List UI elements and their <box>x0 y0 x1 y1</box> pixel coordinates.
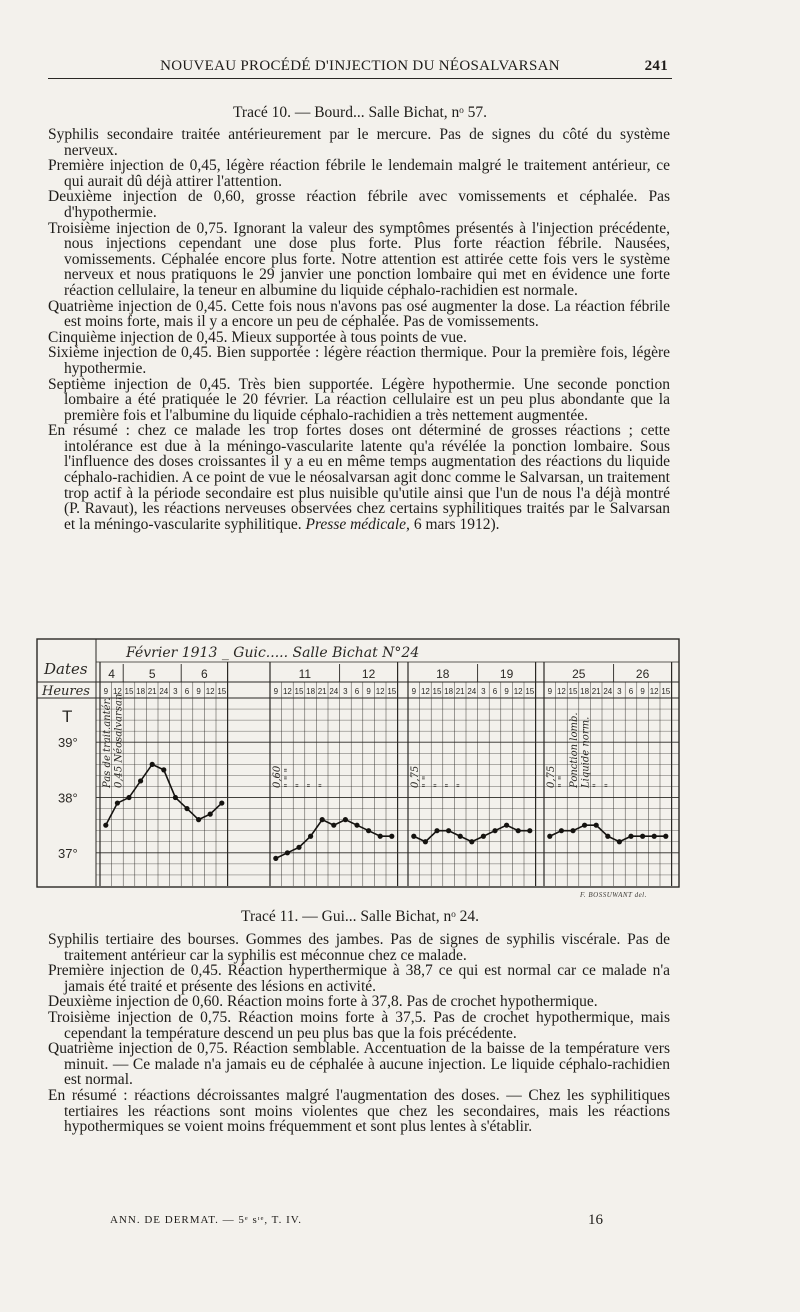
injection-annotation: Ponction lomb. <box>569 712 580 788</box>
hour-label: 6 <box>184 687 190 696</box>
paragraph: Première injection de 0,45, légère réaction fébrile le lendemain malgré le traitement antérieur, ce qui aurait dû déjà attirer l'attention. <box>48 157 670 190</box>
date-label: 11 <box>298 667 312 681</box>
temperature-unit-label: T <box>62 707 73 726</box>
chart-credit: F. BOSSUWANT del. <box>580 891 647 899</box>
trace11-body <box>48 932 670 1135</box>
injection-annotation: " <box>592 783 604 788</box>
temperature-point <box>434 828 439 833</box>
hour-label: 9 <box>411 687 417 696</box>
paragraph: Quatrième injection de 0,45. Cette fois nous n'avons pas osé augmenter la dose. La réaction fébrile est moins forte, mais il y a encore un peu de céphalée. Pas de vomissements. <box>48 297 670 331</box>
injection-annotation: " <box>444 783 456 788</box>
hour-label: 21 <box>317 687 327 696</box>
temperature-point <box>516 828 521 833</box>
paragraph: Troisième injection de 0,75. Ignorant la valeur des symptômes présentés à l'injection précédente, nous injections cependant une dose plus forte. Plus forte réaction fébrile. Nausées, vomissements. Céphalée encore plus forte. Notre attention est attirée cette fois vers le système nerveux et nous pratiquons le 29 janvier une ponction lombaire qui met en évidence une forte réaction cellulaire, la teneur en albumine du liquide céphalo-rachidien est normale. <box>48 219 670 299</box>
running-header <box>48 56 672 79</box>
injection-annotation: " <box>456 783 468 788</box>
journal-reference: ANN. DE DERMAT. — 5ᵉ sᶦᵉ, T. IV. <box>110 1214 303 1226</box>
temperature-point <box>308 834 313 839</box>
temperature-point <box>481 834 486 839</box>
hour-label: 6 <box>354 687 360 696</box>
hour-label: 24 <box>329 687 339 696</box>
dates-label: Dates <box>44 660 88 678</box>
temperature-point <box>469 839 474 844</box>
hour-label: 15 <box>661 687 671 696</box>
date-label: 19 <box>499 667 514 681</box>
y-tick-label: 37° <box>58 845 78 861</box>
hour-label: 21 <box>147 687 157 696</box>
injection-annotation: " <box>603 783 615 788</box>
paragraph: Syphilis tertiaire des bourses. Gommes des jambes. Pas de signes de syphilis viscérale. Pas de traitement antérieur car la syphilis est méconnue chez ce malade. <box>48 931 670 964</box>
temperature-point <box>184 806 189 811</box>
date-label: 5 <box>148 667 156 681</box>
temperature-point <box>605 834 610 839</box>
hour-label: 3 <box>343 687 348 696</box>
paragraph: Troisième injection de 0,75. Réaction moins forte à 37,5. Pas de crochet hypothermique, mais cependant la température descend un peu plus bas que la fois précédente. <box>48 1008 670 1042</box>
temperature-point <box>559 828 564 833</box>
paragraph: Cinquième injection de 0,45. Mieux supportée à tous points de vue. <box>48 328 467 346</box>
temperature-point <box>570 828 575 833</box>
temperature-point <box>219 800 224 805</box>
hour-label: 9 <box>547 687 553 696</box>
temperature-point <box>492 828 497 833</box>
paragraph: Première injection de 0,45. Réaction hyperthermique à 38,7 ce qui est normal car ce malade n'a jamais été traité et présente des lésions en activité. <box>48 962 670 995</box>
paragraph: Deuxième injection de 0,60. Réaction moins forte à 37,8. Pas de crochet hypothermique. <box>48 993 598 1011</box>
hour-label: 12 <box>112 687 122 696</box>
hour-label: 3 <box>617 687 622 696</box>
hour-label: 12 <box>282 687 292 696</box>
citation-date: 6 mars 1912). <box>413 515 500 533</box>
injection-annotation: " <box>318 783 330 788</box>
date-label: 4 <box>108 667 115 681</box>
temperature-point <box>150 762 155 767</box>
hour-label: 21 <box>591 687 601 696</box>
temperature-point <box>115 800 120 805</box>
temperature-point <box>617 839 622 844</box>
y-tick-label: 38° <box>58 790 78 806</box>
y-tick-label: 39° <box>58 735 78 751</box>
date-label: 25 <box>572 667 586 681</box>
hour-label: 15 <box>432 687 442 696</box>
paragraph-summary <box>48 423 670 532</box>
hour-label: 6 <box>492 687 498 696</box>
temperature-point <box>594 823 599 828</box>
hour-label: 15 <box>525 687 535 696</box>
injection-annotation: " <box>295 783 306 788</box>
injection-annotation: 0,60 <box>271 765 283 788</box>
hour-label: 12 <box>649 687 659 696</box>
hour-label: 12 <box>420 687 430 696</box>
hour-label: 12 <box>205 687 215 696</box>
paragraph: Sixième injection de 0,45. Bien supportée : légère réaction thermique. Pour la première fois, légère hypothermie. <box>48 344 670 377</box>
temperature-point <box>366 828 371 833</box>
date-label: 12 <box>361 667 376 681</box>
hour-label: 6 <box>628 687 634 696</box>
injection-annotation: " <box>306 783 318 788</box>
injection-annotation: " " <box>421 775 433 788</box>
temperature-point <box>331 823 336 828</box>
hour-label: 15 <box>124 687 134 696</box>
hour-label: 12 <box>556 687 566 696</box>
hour-label: 9 <box>196 687 201 696</box>
hour-label: 3 <box>481 687 486 696</box>
temperature-point <box>343 817 348 822</box>
temperature-point <box>640 834 645 839</box>
injection-annotation: 0,45 Néosalvarsan <box>113 693 125 788</box>
temperature-chart <box>36 638 680 890</box>
temperature-point <box>504 823 509 828</box>
hour-label: 18 <box>136 687 146 696</box>
injection-annotation: " " <box>557 775 569 788</box>
temperature-point <box>378 834 383 839</box>
hour-label: 9 <box>366 687 371 696</box>
temperature-point <box>628 834 633 839</box>
paragraph: Septième injection de 0,45. Très bien supportée. Légère hypothermie. Une seconde ponction lombaire a été pratiquée le 20 février. La réaction cellulaire est un peu plus abondante que la première fois et l'albumine du liquide céphalo-rachidien a très nettement augmentée. <box>48 375 670 424</box>
hour-label: 15 <box>568 687 578 696</box>
injection-annotation: 0,75 <box>545 765 557 788</box>
paragraph: Syphilis secondaire traitée antérieurement par le mercure. Pas de signes du côté du système nerveux. <box>48 126 670 159</box>
temperature-point <box>663 834 668 839</box>
temperature-point <box>423 839 428 844</box>
hours-label: Heures <box>42 684 90 699</box>
temperature-point <box>411 834 416 839</box>
temperature-chart-svg <box>36 638 680 890</box>
temperature-point <box>208 812 213 817</box>
date-label: 6 <box>201 667 208 681</box>
page-number: 241 <box>644 58 668 74</box>
trace10-body <box>48 127 670 532</box>
running-title: NOUVEAU PROCÉDÉ D'INJECTION DU NÉOSALVARSAN <box>160 58 560 74</box>
temperature-point <box>652 834 657 839</box>
trace10-caption: Tracé 10. — Bourd... Salle Bichat, nᵒ 57. <box>232 104 488 121</box>
temperature-point <box>296 845 301 850</box>
trace11-caption: Tracé 11. — Gui... Salle Bichat, nᵒ 24. <box>241 908 479 925</box>
summary-text: En résumé : chez ce malade les trop fortes doses ont déterminé de grosses réactions ; cette intolérance est due à la méningo-vascularite latente qu'a révélée la ponction lombaire. Sous l'influence des doses croissantes il y a eu en même temps augmentation des réactions du liquide céphalo-rachidien. A ce point de vue le néosalvarsan agit donc comme le Salvarsan, un traitement trop actif à la période secondaire est plus nuisible qu'utile ainsi que l'un de nous l'a déjà montré (P. Ravaut), les réactions nerveuses observées chez certains syphilitiques traités par le Salvarsan et la méningo-vascularite syphilitique. <box>48 422 670 533</box>
temperature-point <box>285 850 290 855</box>
injection-annotation: 0,75 <box>409 765 421 788</box>
hour-label: 18 <box>306 687 316 696</box>
injection-annotation: " <box>433 783 444 788</box>
hour-label: 9 <box>504 687 509 696</box>
temperature-point <box>354 823 359 828</box>
temperature-point <box>138 778 143 783</box>
paragraph: Quatrième injection de 0,75. Réaction semblable. Accentuation de la baisse de la température vers minuit. — Ce malade n'a jamais eu de céphalée à aucune injection. Le liquide céphalo-rachidien est normal. <box>48 1040 670 1089</box>
temperature-point <box>126 795 131 800</box>
hour-label: 18 <box>580 687 590 696</box>
temperature-point <box>458 834 463 839</box>
paragraph: En résumé : réactions décroissantes malgré l'augmentation des doses. — Chez les syphilitiques tertiaires les réactions sont moins violentes que chez les secondaires, mais les réactions hypothermiques se voient moins fréquemment et sont plus lentes à s'établir. <box>48 1086 670 1136</box>
temperature-point <box>446 828 451 833</box>
injection-annotation: Pas de trait.antér. <box>101 697 113 788</box>
temperature-point <box>161 767 166 772</box>
temperature-point <box>389 834 394 839</box>
hour-label: 9 <box>273 687 279 696</box>
temperature-point <box>273 856 278 861</box>
date-label: 18 <box>436 667 450 681</box>
temperature-point <box>103 823 108 828</box>
hour-label: 15 <box>217 687 227 696</box>
temperature-point <box>320 817 325 822</box>
hour-label: 15 <box>387 687 397 696</box>
hour-label: 9 <box>640 687 645 696</box>
date-label: 26 <box>635 667 650 681</box>
temperature-point <box>547 834 552 839</box>
hour-label: 24 <box>603 687 613 696</box>
temperature-point <box>173 795 178 800</box>
injection-annotation: Liquide norm. <box>580 716 592 788</box>
hour-label: 12 <box>513 687 523 696</box>
hour-label: 24 <box>467 687 477 696</box>
hour-label: 24 <box>159 687 169 696</box>
chart-title: Février 1913 _ Guic..... Salle Bichat N°24 <box>126 645 420 661</box>
hour-label: 21 <box>455 687 465 696</box>
temperature-point <box>582 823 587 828</box>
hour-label: 15 <box>294 687 304 696</box>
hour-label: 3 <box>173 687 178 696</box>
page-footer <box>48 1210 672 1230</box>
injection-annotation: " " " <box>283 767 295 788</box>
hour-label: 9 <box>103 687 109 696</box>
temperature-point <box>196 817 201 822</box>
sheet-number: 16 <box>588 1212 603 1228</box>
temperature-point <box>527 828 532 833</box>
hour-label: 12 <box>375 687 385 696</box>
citation-journal: Presse médicale, <box>305 515 410 533</box>
paragraph: Deuxième injection de 0,60, grosse réaction fébrile avec vomissements et céphalée. Pas d'hypothermie. <box>48 188 670 221</box>
hour-label: 18 <box>444 687 454 696</box>
